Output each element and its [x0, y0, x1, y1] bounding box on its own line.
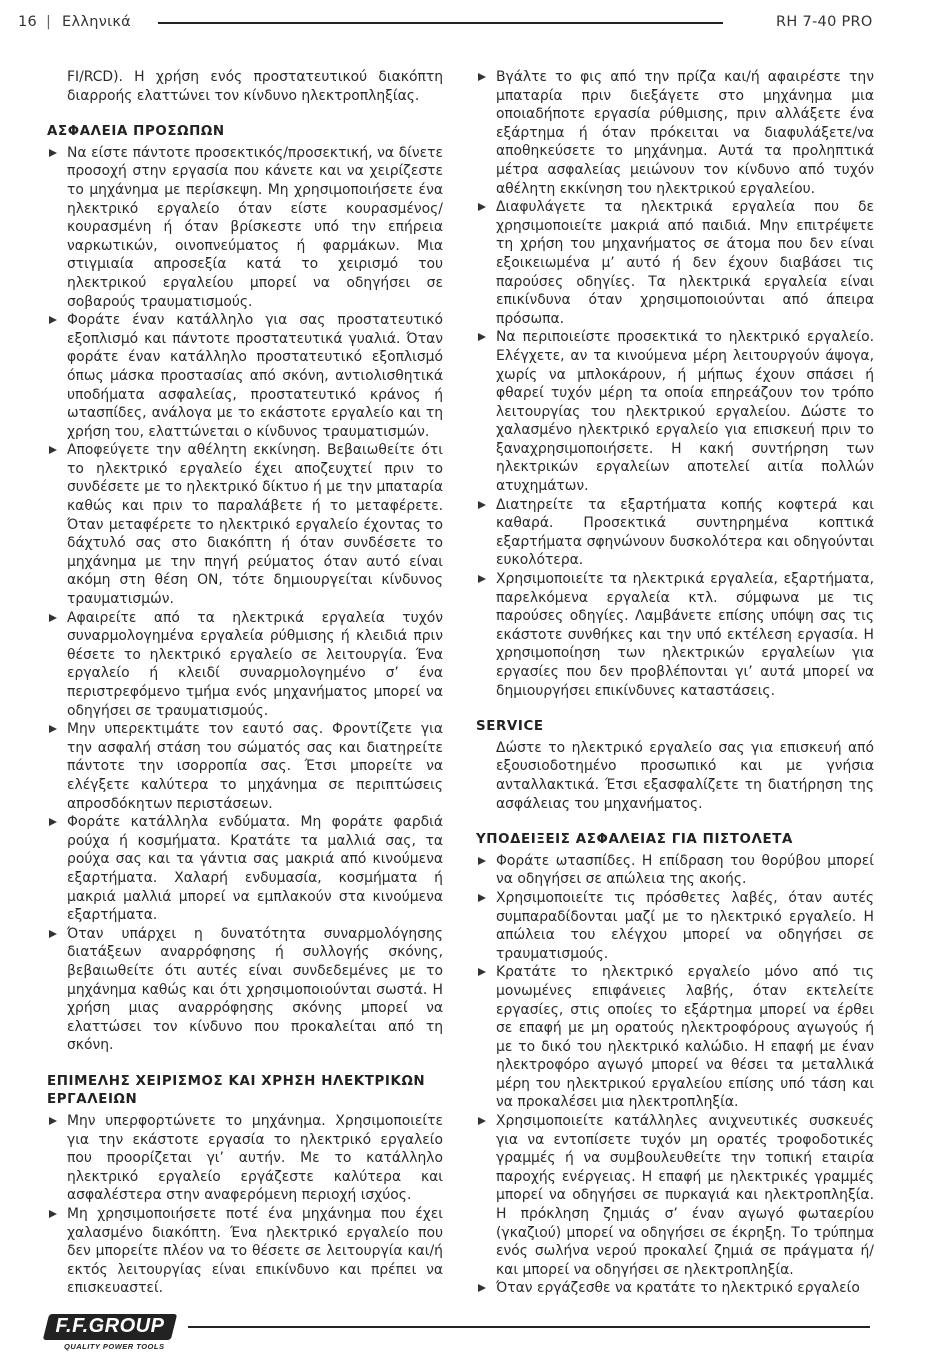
list-item: Διαφυλάγετε τα ηλεκτρικά εργαλεία που δε χρησιμοποιείτε μακριά από παιδιά. Μην επιτρέψετε τη χρήση του μηχανήματος σε άτομα που δεν είναι εξοικειωμένα μ’ αυτό ή δεν έχουν διαβάσει τις παρούσες οδηγίες. Τα ηλεκτρικά εργαλεία είναι επικίνδυνα όταν χρησιμοποιούνται από άπειρα πρόσωπα.: [476, 198, 874, 328]
list-item: Φοράτε ωτασπίδες. Η επίδραση του θορύβου μπορεί να οδηγήσει σε απώλεια της ακοής.: [476, 852, 874, 889]
ffgroup-logo: [46, 1314, 174, 1352]
header-rule: [158, 22, 723, 24]
header-language: Ελληνικά: [62, 14, 132, 30]
service-paragraph: Δώστε το ηλεκτρικό εργαλείο σας για επισκευή από εξουσιοδοτημένο προσωπικό και με γνήσια ανταλλακτικά. Έτσι εξασφαλίζετε τη διατήρηση της ασφάλειας του μηχανήματος.: [496, 739, 874, 812]
bullet-triangle-icon: [478, 575, 486, 583]
bullet-triangle-icon: [478, 203, 486, 211]
list-item: Μη χρησιμοποιήσετε ποτέ ένα μηχάνημα που έχει χαλασμένο διακόπτη. Ένα ηλεκτρικό εργαλείο που δεν μπορείτε πλέον να το θέσετε σε λειτουργία και/ή εκτός λειτουργίας είναι επικίνδυνο και πρέπει να επισκευαστεί.: [47, 1205, 443, 1298]
list-item: Μην υπερεκτιμάτε τον εαυτό σας. Φροντίζετε για την ασφαλή στάση του σώματός σας και διατηρείτε πάντοτε την ισορροπία σας. Έτσι μπορείτε να ελέγξετε καλύτερα το μηχάνημα σε περιπτώσεις απροσδόκητων περιστάσεων.: [47, 720, 443, 813]
list-item: Χρησιμοποιείτε τις πρόσθετες λαβές, όταν αυτές συμπαραδίδονται μαζί με το ηλεκτρικό εργαλείο. Η απώλεια του ελέγχου μπορεί να οδηγήσει σε τραυματισμούς.: [476, 889, 874, 963]
page-number: 16: [18, 14, 38, 30]
intro-paragraph: FI/RCD). Η χρήση ενός προστατευτικού διακόπτη διαρροής ελαττώνει τον κίνδυνο ηλεκτροπληξίας.: [67, 69, 443, 104]
bullet-triangle-icon: [49, 316, 57, 324]
page-header: [18, 12, 872, 34]
list-item: Φοράτε κατάλληλα ενδύματα. Μη φοράτε φαρδιά ρούχα ή κοσμήματα. Κρατάτε τα μαλλιά σας, τα ρούχα σας και τα γάντια σας μακριά από κινούμενα εξαρτήματα. Χαλαρή ενδυμασία, κοσμήματα ή μακριά μαλλιά μπορεί να εμπλακούν στα κινούμενα εξαρτήματα.: [47, 813, 443, 925]
list-item: Χρησιμοποιείτε κατάλληλες ανιχνευτικές συσκευές για να εντοπίσετε τυχόν μη ορατές τροφοδοτικές γραμμές ή να συμβουλευθείτε την τοπική εταιρία παροχής ενέργειας. Η επαφή με ηλεκτρικές γραμμές μπορεί να οδηγήσει σε πυρκαγιά και ηλεκτροπληξία. Η πρόκληση ζημιάς σ’ έναν αγωγό φωταερίου (γκαζιού) μπορεί να οδηγήσει σε έκρηξη. Το τρύπημα ενός σωλήνα νερού προκαλεί ζημιά σε πράγματα ή/ και μπορεί να οδηγήσει σε ηλεκτροπληξία.: [476, 1112, 874, 1279]
section-tool-use-title: ΕΠΙΜΕΛΗΣ ΧΕΙΡΙΣΜΟΣ ΚΑΙ ΧΡΗΣΗ ΗΛΕΚΤΡΙΚΩΝ ΕΡΓΑΛΕΙΩΝ: [47, 1073, 426, 1108]
bullet-triangle-icon: [49, 446, 57, 454]
bullet-triangle-icon: [49, 818, 57, 826]
tool-use-list: [47, 1112, 443, 1298]
logo-tagline: QUALITY POWER TOOLS: [64, 1342, 165, 1351]
list-item: Κρατάτε το ηλεκτρικό εργαλείο μόνο από τις μονωμένες επιφάνειες λαβής, όταν εκτελείτε εργασίες, στις οποίες το εξάρτημα μπορεί να έρθει σε επαφή με μη ορατούς ηλεκτροφόρους αγωγούς ή με το δικό του ηλεκτρικό καλώδιο. Η επαφή με έναν ηλεκτροφόρο αγωγό μπορεί να θέσει τα μεταλλικά μέρη του ηλεκτρικού εργαλείου επίσης υπό τάση και να προκαλέσει μια ηλεκτροπληξία.: [476, 963, 874, 1112]
header-separator: |: [46, 14, 52, 30]
right-column: [476, 68, 874, 1316]
list-item: Όταν υπάρχει η δυνατότητα συναρμολόγησης διατάξεων αναρρόφησης ή συλλογής σκόνης, βεβαιωθείτε ότι αυτές είναι συνδεδεμένες με το μηχάνημα καθώς και ότι χρησιμοποιούνται σωστά. Η χρήση μιας αναρρόφησης σκόνης μπορεί να ελαττώσει τον κίνδυνο που προκαλείται από τη σκόνη.: [47, 925, 443, 1055]
personal-safety-list: [47, 144, 443, 1055]
list-item: Αφαιρείτε από τα ηλεκτρικά εργαλεία τυχόν συναρμολογημένα εργαλεία ρύθμισης ή κλειδιά πριν θέσετε το ηλεκτρικό εργαλείο σε λειτουργία. Ένα εργαλείο ή κλειδί συναρμολογημένο σ’ ένα περιστρεφόμενο τμήμα ενός μηχανήματος μπορεί να οδηγήσει σε τραυματισμούς.: [47, 609, 443, 721]
bullet-triangle-icon: [478, 968, 486, 976]
list-item: Μην υπερφορτώνετε το μηχάνημα. Χρησιμοποιείτε για την εκάστοτε εργασία το ηλεκτρικό εργαλείο που προορίζεται γι’ αυτήν. Με το κατάλληλο ηλεκτρικό εργαλείο εργάζεστε καλύτερα και ασφαλέστερα στην αναφερόμενη περιοχή ισχύος.: [47, 1112, 443, 1205]
tool-use-list-continued: [476, 68, 874, 700]
drill-safety-list: [476, 852, 874, 1298]
bullet-triangle-icon: [49, 614, 57, 622]
bullet-triangle-icon: [478, 1284, 486, 1292]
list-item: Διατηρείτε τα εξαρτήματα κοπής κοφτερά και καθαρά. Προσεκτικά συντηρημένα κοπτικά εξαρτήματα σφηνώνουν δυσκολότερα και οδηγούνται ευκολότερα.: [476, 496, 874, 570]
logo-text: F.F.GROUP: [55, 1315, 165, 1337]
list-item: Αποφεύγετε την αθέλητη εκκίνηση. Βεβαιωθείτε ότι το ηλεκτρικό εργαλείο έχει αποζευχτεί πριν το συνδέσετε με το ηλεκτρικό δίκτυο ή με την μπαταρία καθώς και πριν το παραλάβετε ή το μεταφέρετε. Όταν μεταφέρετε το ηλεκτρικό εργαλείο έχοντας το δάχτυλό σας στο διακόπτη ή όταν συνδέσετε το μηχάνημα με την πηγή ρεύματος όταν αυτό είναι ακόμη στη θέση ON, τότε δημιουργείται κίνδυνος τραυματισμών.: [47, 441, 443, 608]
bullet-triangle-icon: [49, 1210, 57, 1218]
bullet-triangle-icon: [478, 73, 486, 81]
footer-rule: [188, 1326, 870, 1328]
header-model: RH 7-40 PRO: [776, 14, 873, 30]
section-drill-safety-title: ΥΠΟΔΕΙΞΕΙΣ ΑΣΦΑΛΕΙΑΣ ΓΙΑ ΠΙΣΤΟΛΕΤΑ: [476, 832, 793, 848]
list-item: Χρησιμοποιείτε τα ηλεκτρικά εργαλεία, εξαρτήματα, παρελκόμενα εργαλεία κτλ. σύμφωνα με τις παρούσες οδηγίες. Λαμβάνετε επίσης υπόψη σας τις εκάστοτε συνθήκες και την υπό εκτέλεση εργασία. Η χρησιμοποίηση των ηλεκτρικών εργαλείων για εργασίες που δεν προβλέπονται γι’ αυτά μπορεί να δημιουργήσει επικίνδυνες καταστάσεις.: [476, 570, 874, 700]
page-footer: [0, 1314, 950, 1364]
left-column: [47, 68, 443, 1316]
list-item: Να είστε πάντοτε προσεκτικός/προσεκτική, να δίνετε προσοχή στην εργασία που κάνετε και να χειρίζεστε το μηχάνημα με περίσκεψη. Μη χρησιμοποιήσετε ένα ηλεκτρικό εργαλείο όταν είστε κουρασμένος/κουρασμένη ή όταν βρίσκεστε υπό την επήρεια ναρκωτικών, οινοπνεύματος ή φαρμάκων. Μια στιγμιαία απροσεξία κατά το χειρισμό του ηλεκτρικού εργαλείου μπορεί να οδηγήσει σε σοβαρούς τραυματισμούς.: [47, 144, 443, 311]
list-item: Φοράτε έναν κατάλληλο για σας προστατευτικό εξοπλισμό και πάντοτε προστατευτικά γυαλιά. Όταν φοράτε έναν κατάλληλο προστατευτικό εξοπλισμό όπως μάσκα προστασίας από σκόνη, αντιολισθητικά υποδήματα ασφαλείας, προστατευτικό κράνος ή ωτασπίδες, ανάλογα με το εκάστοτε εργαλείο και τη χρήση του, ελαττώνεται ο κίνδυνος τραυματισμών.: [47, 311, 443, 441]
bullet-triangle-icon: [478, 1117, 486, 1125]
bullet-triangle-icon: [49, 930, 57, 938]
section-personal-safety-title: ΑΣΦΑΛΕΙΑ ΠΡΟΣΩΠΩΝ: [47, 124, 225, 140]
section-service-title: SERVICE: [476, 719, 544, 735]
bullet-triangle-icon: [478, 857, 486, 865]
bullet-triangle-icon: [49, 149, 57, 157]
list-item: Βγάλτε το φις από την πρίζα και/ή αφαιρέστε την μπαταρία πριν διεξάγετε στο μηχάνημα μια οποιαδήποτε εργασία ρύθμισης, πριν αλλάξετε ένα εξάρτημα ή όταν πρόκειται να διαφυλάξετε/να αποθηκεύσετε το μηχάνημα. Αυτά τα προληπτικά μέτρα ασφαλείας μειώνουν τον κίνδυνο από τυχόν αθέλητη εκκίνηση του ηλεκτρικού εργαλείου.: [476, 68, 874, 198]
bullet-triangle-icon: [478, 894, 486, 902]
list-item: Να περιποιείστε προσεκτικά το ηλεκτρικό εργαλείο. Ελέγχετε, αν τα κινούμενα μέρη λειτουργούν άψογα, χωρίς να μπλοκάρουν, ή μήπως έχουν σπάσει ή φθαρεί τυχόν μέρη τα οποία επηρεάζουν τον τρόπο λειτουργίας του ηλεκτρικού εργαλείου. Δώστε το χαλασμένο ηλεκτρικό εργαλείο για επισκευή πριν το ξαναχρησιμοποιήσετε. Η κακή συντήρηση των ηλεκτρικών εργαλείων αποτελεί αιτία πολλών ατυχημάτων.: [476, 328, 874, 495]
bullet-triangle-icon: [49, 1117, 57, 1125]
bullet-triangle-icon: [478, 333, 486, 341]
list-item: Όταν εργάζεσθε να κρατάτε το ηλεκτρικό εργαλείο: [476, 1279, 874, 1298]
bullet-triangle-icon: [478, 501, 486, 509]
bullet-triangle-icon: [49, 725, 57, 733]
